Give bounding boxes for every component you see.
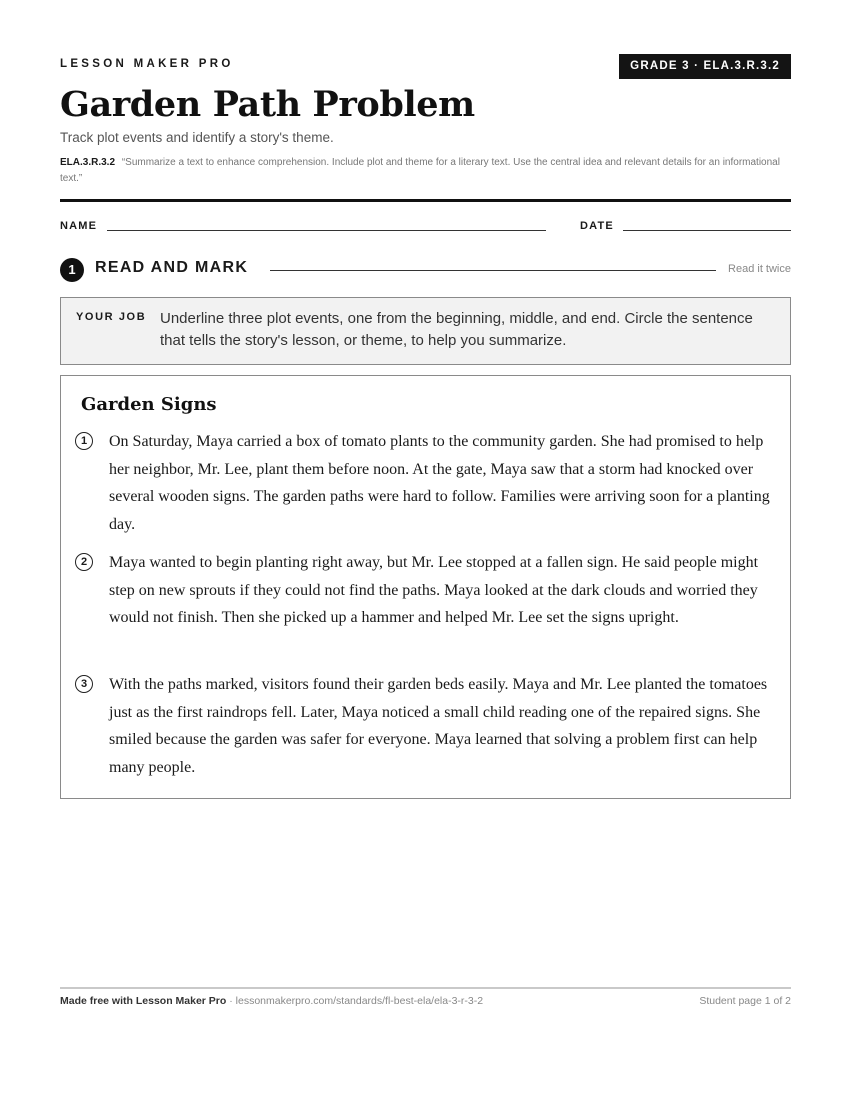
job-instructions-box: [60, 297, 791, 365]
story-passage-box: [60, 375, 791, 799]
page-subtitle: Track plot events and identify a story's theme.: [60, 130, 334, 145]
header-divider: [60, 199, 791, 202]
section-note: Read it twice: [728, 263, 791, 275]
paragraph-text: With the paths marked, visitors found their garden beds easily. Maya and Mr. Lee planted the tomatoes just as the first raindrops fell. Later, Maya noticed a small child reading one of the repaired signs. She smiled because the garden was safer for everyone. Maya learned that solving a problem first can help many people.: [109, 676, 768, 776]
section-title: READ AND MARK: [95, 259, 249, 276]
page-title: Garden Path Problem: [60, 84, 475, 125]
grade-badge: GRADE 3 · ELA.3.R.3.2: [619, 54, 791, 79]
worksheet-page: [60, 0, 791, 1100]
date-label: DATE: [580, 220, 614, 232]
standard-code: ELA.3.R.3.2: [60, 157, 116, 168]
paragraph-number-badge: 3: [75, 675, 93, 693]
story-title: Garden Signs: [81, 394, 217, 415]
paragraph-text: On Saturday, Maya carried a box of tomato plants to the community garden. She had promised to help her neighbor, Mr. Lee, plant them before noon. At the gate, Maya saw that a storm had knocked over several wooden signs. The garden paths were hard to follow. Families were arriving soon for a planting day.: [109, 433, 770, 533]
footer-page-number: Student page 1 of 2: [699, 995, 791, 1007]
paragraph-number-badge: 2: [75, 553, 93, 571]
footer-divider: [60, 987, 791, 989]
footer-credit: [60, 995, 483, 1007]
name-label: NAME: [60, 220, 98, 232]
section-divider: [270, 270, 716, 271]
footer-separator: ·: [226, 995, 236, 1007]
job-label: YOUR JOB: [76, 311, 147, 323]
brand-name: LESSON MAKER PRO: [60, 58, 234, 70]
job-text: Underline three plot events, one from the beginning, middle, and end. Circle the sentence that tells the story's lesson, or theme, to help you summarize.: [160, 310, 753, 349]
paragraph-number-badge: 1: [75, 432, 93, 450]
date-field[interactable]: [623, 230, 791, 231]
footer-made-with: Made free with Lesson Maker Pro: [60, 995, 227, 1007]
name-field[interactable]: [107, 230, 546, 231]
standard-text: “Summarize a text to enhance comprehension. Include plot and theme for a literary text. Use the central idea and relevant details for an informational text.”: [60, 157, 780, 184]
paragraph-text: Maya wanted to begin planting right away, but Mr. Lee stopped at a fallen sign. He said people might step on new sprouts if they could not find the paths. Maya looked at the dark clouds and worried they would not finish. Then she picked up a hammer and helped Mr. Lee set the signs upright.: [109, 554, 759, 627]
footer-url[interactable]: lessonmakerpro.com/standards/fl-best-ela/ela-3-r-3-2: [235, 995, 484, 1007]
section-number-badge: 1: [60, 258, 84, 282]
standard-description: [60, 155, 791, 187]
